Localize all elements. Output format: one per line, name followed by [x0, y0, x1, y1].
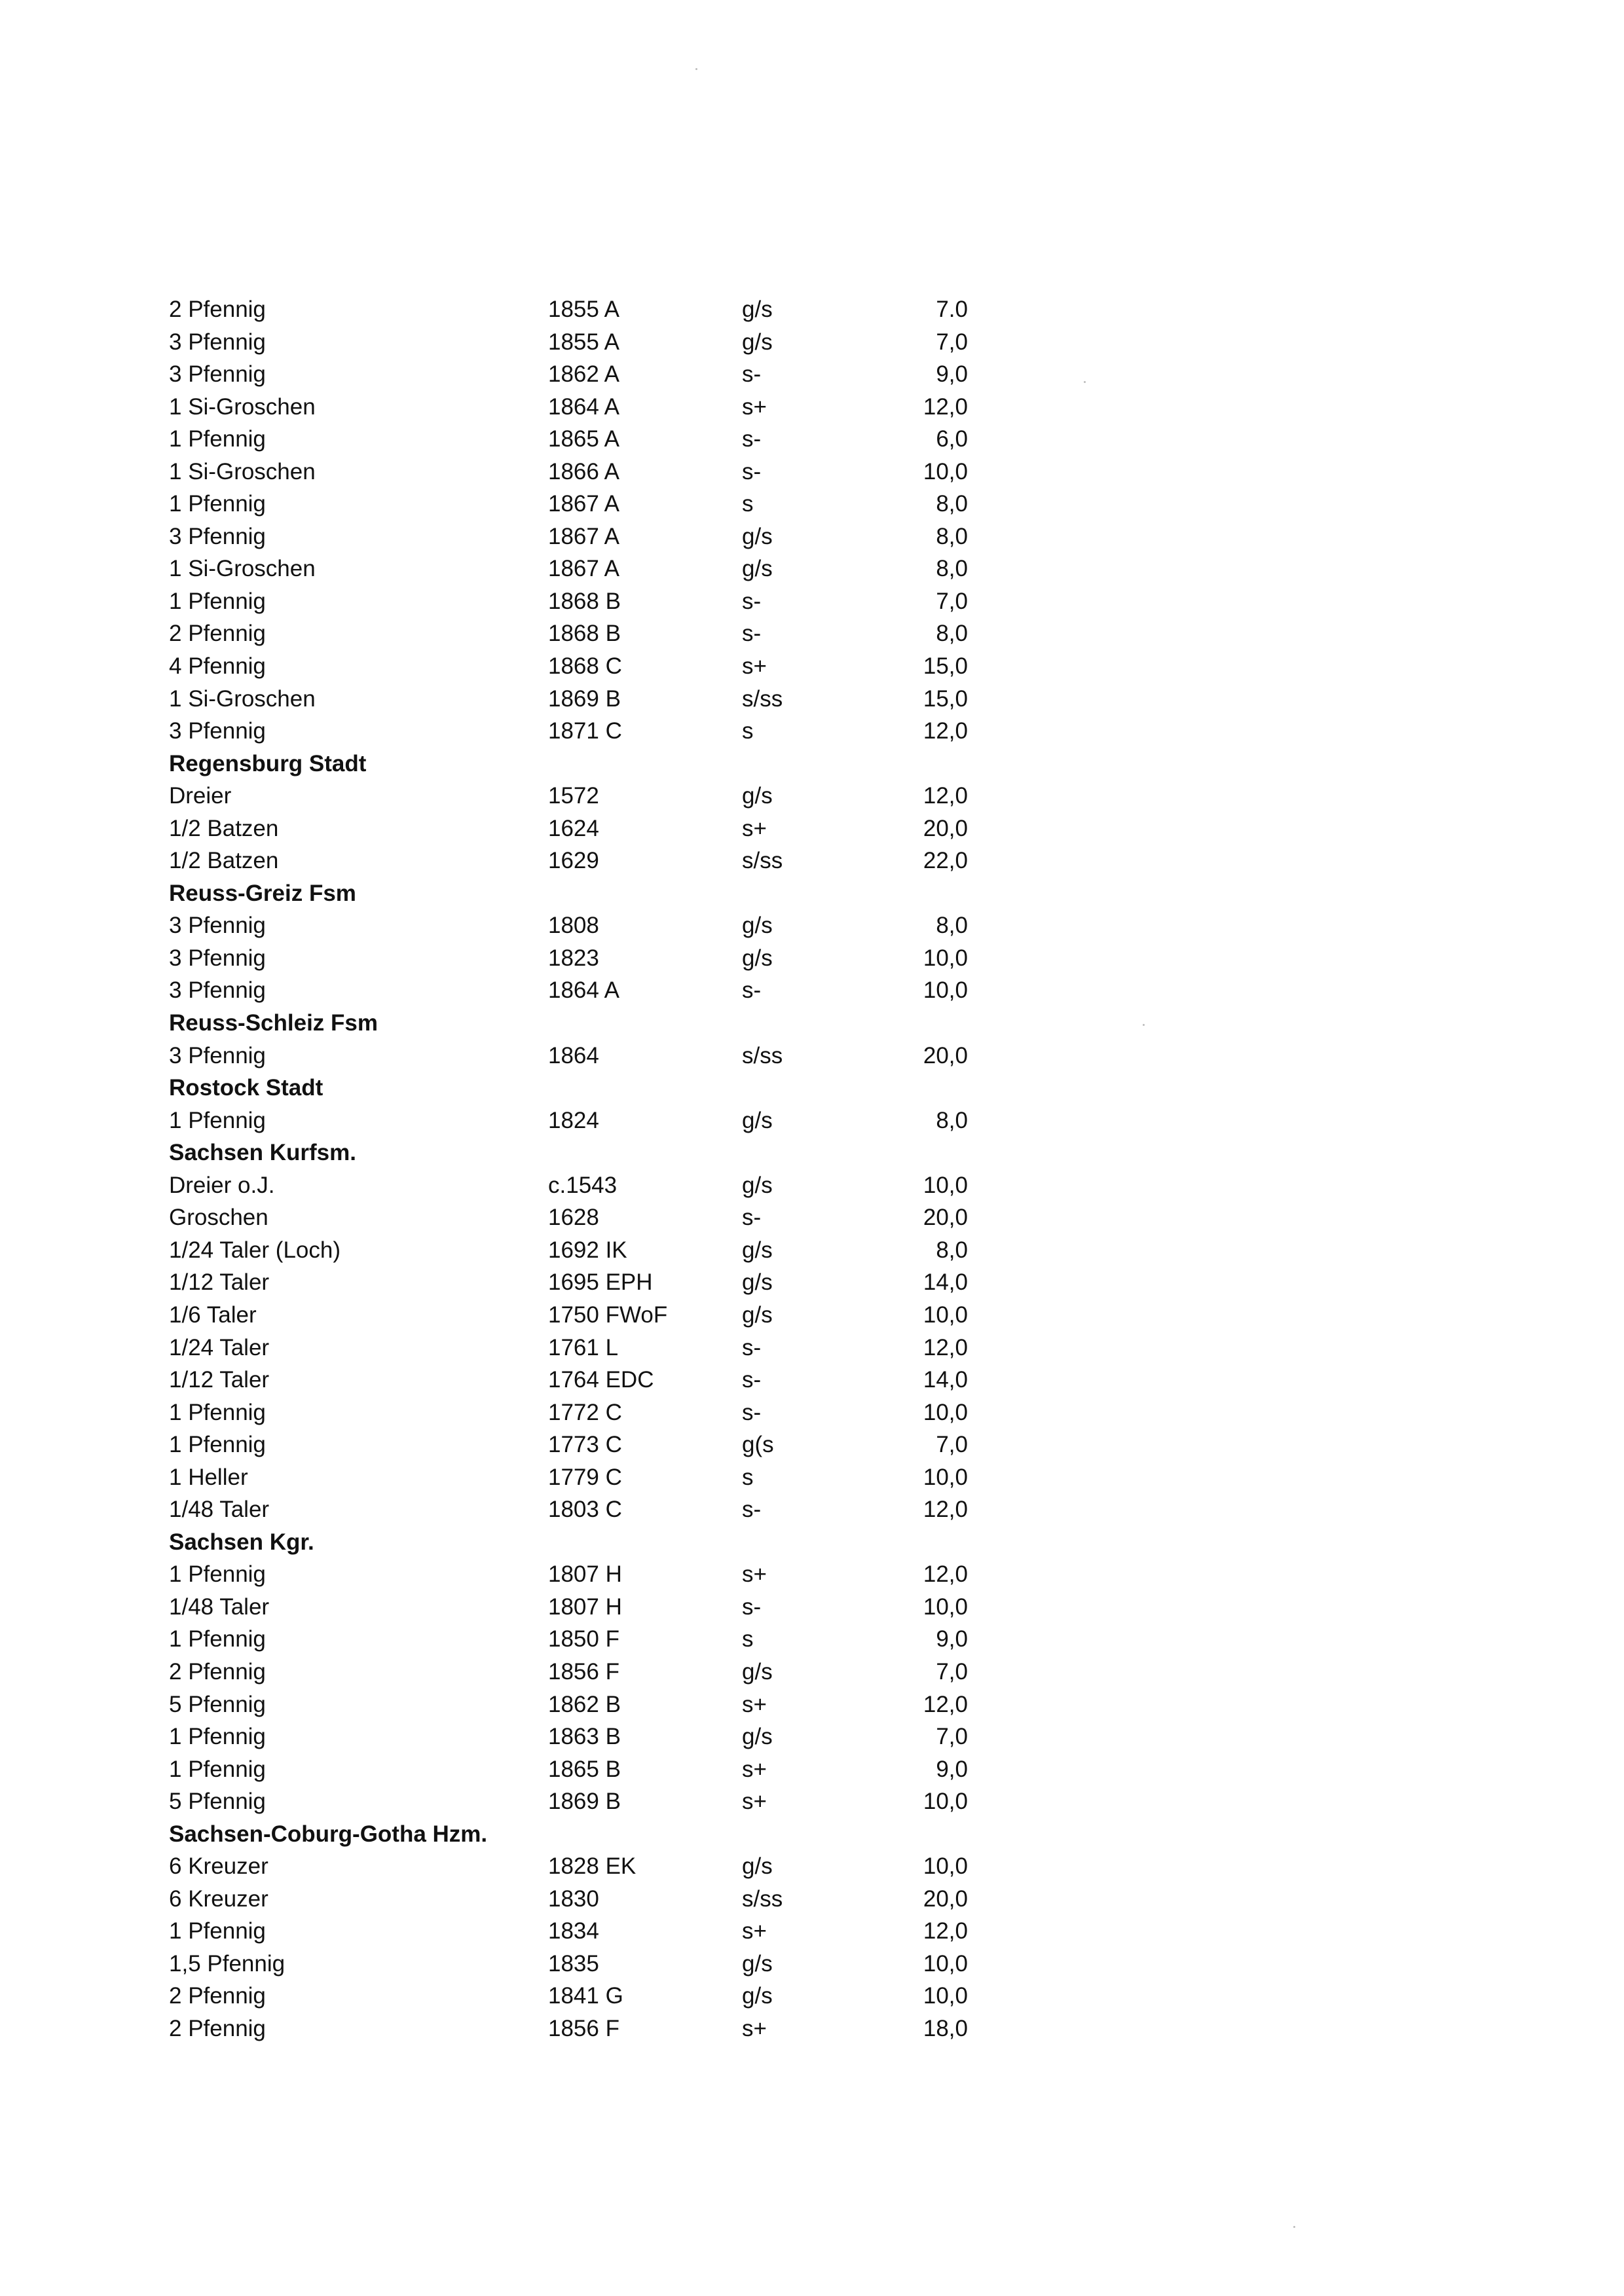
- coin-denomination: 1 Si-Groschen: [169, 556, 316, 582]
- coin-price: 18,0: [923, 2015, 968, 2041]
- coin-grade: g/s: [742, 1724, 773, 1750]
- coin-year-mint: 1764 EDC: [548, 1367, 654, 1393]
- scan-speck: [1293, 2226, 1295, 2228]
- scan-speck: [1143, 1024, 1145, 1026]
- coin-grade: s-: [742, 426, 762, 452]
- coin-year-mint: 1692 IK: [548, 1237, 627, 1263]
- coin-year-mint: 1867 A: [548, 491, 619, 517]
- table-row: [169, 1721, 1020, 1753]
- coin-year-mint: 1868 B: [548, 621, 621, 647]
- coin-denomination: 1/24 Taler: [169, 1334, 270, 1360]
- coin-price-list: [169, 293, 1020, 2045]
- coin-year-mint: 1841 G: [548, 1983, 623, 2009]
- coin-grade: s+: [742, 1789, 767, 1815]
- coin-grade: s-: [742, 1497, 762, 1523]
- coin-price: 20,0: [923, 1205, 968, 1231]
- section-title: Sachsen-Coburg-Gotha Hzm.: [169, 1821, 488, 1847]
- coin-year-mint: 1628: [548, 1205, 599, 1231]
- coin-denomination: 1 Heller: [169, 1464, 248, 1490]
- coin-price: 10,0: [923, 1302, 968, 1328]
- coin-price: 7,0: [936, 588, 968, 614]
- coin-year-mint: 1862 B: [548, 1691, 621, 1717]
- coin-year-mint: 1866 A: [548, 458, 619, 484]
- table-row: [169, 1299, 1020, 1332]
- coin-grade: s+: [742, 393, 767, 420]
- table-row: [169, 715, 1020, 748]
- coin-denomination: 1/6 Taler: [169, 1302, 257, 1328]
- coin-denomination: 2 Pfennig: [169, 297, 266, 322]
- coin-price: 12,0: [923, 783, 968, 809]
- coin-denomination: 6 Kreuzer: [169, 1853, 268, 1880]
- coin-price: 10,0: [923, 1172, 968, 1198]
- table-row: [169, 1169, 1020, 1202]
- coin-year-mint: 1865 A: [548, 426, 619, 452]
- table-row: [169, 1396, 1020, 1429]
- coin-price: 10,0: [923, 945, 968, 971]
- coin-denomination: 3 Pfennig: [169, 523, 266, 549]
- coin-denomination: 1/48 Taler: [169, 1497, 270, 1523]
- coin-grade: s+: [742, 1691, 767, 1717]
- coin-grade: g/s: [742, 1302, 773, 1328]
- table-row: [169, 423, 1020, 456]
- section-heading: [169, 1072, 1020, 1104]
- coin-price: 7.0: [936, 297, 968, 322]
- coin-denomination: 3 Pfennig: [169, 361, 266, 388]
- coin-year-mint: c.1543: [548, 1172, 618, 1198]
- coin-grade: g(s: [742, 1432, 774, 1458]
- coin-year-mint: 1869 B: [548, 1789, 621, 1815]
- table-row: [169, 845, 1020, 877]
- section-heading: [169, 1818, 1020, 1851]
- coin-grade: s: [742, 491, 754, 517]
- coin-grade: g/s: [742, 783, 773, 809]
- coin-year-mint: 1856 F: [548, 2015, 619, 2041]
- table-row: [169, 1332, 1020, 1364]
- coin-grade: g/s: [742, 913, 773, 939]
- coin-year-mint: 1761 L: [548, 1334, 619, 1360]
- coin-year-mint: 1869 B: [548, 685, 621, 712]
- coin-denomination: 3 Pfennig: [169, 945, 266, 971]
- coin-denomination: 1/48 Taler: [169, 1594, 270, 1620]
- table-row: [169, 293, 1020, 326]
- coin-denomination: 6 Kreuzer: [169, 1886, 268, 1912]
- coin-price: 12,0: [923, 718, 968, 744]
- section-title: Reuss-Schleiz Fsm: [169, 1010, 378, 1036]
- coin-grade: g/s: [742, 1983, 773, 2009]
- table-row: [169, 553, 1020, 585]
- coin-year-mint: 1629: [548, 848, 599, 874]
- table-row: [169, 1266, 1020, 1299]
- table-row: [169, 1850, 1020, 1883]
- table-row: [169, 488, 1020, 520]
- coin-grade: s+: [742, 653, 767, 680]
- coin-year-mint: 1856 F: [548, 1658, 619, 1685]
- table-row: [169, 974, 1020, 1007]
- coin-year-mint: 1864 A: [548, 977, 619, 1004]
- coin-denomination: 1 Pfennig: [169, 588, 266, 614]
- coin-denomination: 1 Pfennig: [169, 1561, 266, 1588]
- table-row: [169, 1688, 1020, 1721]
- coin-year-mint: 1864 A: [548, 393, 619, 420]
- table-row: [169, 391, 1020, 424]
- coin-grade: s-: [742, 1594, 762, 1620]
- table-row: [169, 1980, 1020, 2013]
- coin-grade: g/s: [742, 1950, 773, 1977]
- coin-denomination: 1 Si-Groschen: [169, 685, 316, 712]
- coin-price: 8,0: [936, 556, 968, 582]
- coin-denomination: 1 Pfennig: [169, 1626, 266, 1652]
- coin-year-mint: 1862 A: [548, 361, 619, 388]
- table-row: [169, 1461, 1020, 1494]
- coin-year-mint: 1871 C: [548, 718, 622, 744]
- coin-grade: s-: [742, 361, 762, 388]
- table-row: [169, 1364, 1020, 1396]
- coin-price: 8,0: [936, 1107, 968, 1133]
- section-title: Rostock Stadt: [169, 1075, 323, 1101]
- coin-price: 10,0: [923, 977, 968, 1004]
- coin-denomination: 1/12 Taler: [169, 1269, 270, 1296]
- section-title: Regensburg Stadt: [169, 750, 367, 776]
- coin-grade: g/s: [742, 523, 773, 549]
- coin-year-mint: 1834: [548, 1918, 599, 1944]
- section-heading: [169, 1526, 1020, 1559]
- coin-year-mint: 1808: [548, 913, 599, 939]
- table-row: [169, 1234, 1020, 1267]
- table-row: [169, 942, 1020, 975]
- coin-grade: g/s: [742, 945, 773, 971]
- coin-grade: g/s: [742, 329, 773, 355]
- coin-price: 8,0: [936, 491, 968, 517]
- coin-price: 7,0: [936, 1724, 968, 1750]
- coin-price: 10,0: [923, 1464, 968, 1490]
- table-row: [169, 585, 1020, 618]
- table-row: [169, 1948, 1020, 1980]
- coin-year-mint: 1772 C: [548, 1399, 622, 1425]
- coin-denomination: 1 Pfennig: [169, 491, 266, 517]
- coin-denomination: 1 Pfennig: [169, 1399, 266, 1425]
- table-row: [169, 1623, 1020, 1656]
- coin-price: 8,0: [936, 1237, 968, 1263]
- coin-denomination: 1 Pfennig: [169, 1918, 266, 1944]
- coin-grade: g/s: [742, 1853, 773, 1880]
- coin-year-mint: 1830: [548, 1886, 599, 1912]
- coin-grade: s-: [742, 1334, 762, 1360]
- coin-denomination: 1 Pfennig: [169, 1756, 266, 1782]
- coin-price: 12,0: [923, 1691, 968, 1717]
- table-row: [169, 1429, 1020, 1461]
- coin-denomination: 3 Pfennig: [169, 1042, 266, 1068]
- coin-year-mint: 1803 C: [548, 1497, 622, 1523]
- table-row: [169, 1493, 1020, 1526]
- coin-denomination: 1/12 Taler: [169, 1367, 270, 1393]
- coin-grade: g/s: [742, 297, 773, 322]
- coin-grade: s+: [742, 815, 767, 841]
- coin-grade: s-: [742, 621, 762, 647]
- table-row: [169, 1201, 1020, 1234]
- coin-price: 15,0: [923, 685, 968, 712]
- section-title: Sachsen Kurfsm.: [169, 1140, 356, 1166]
- table-row: [169, 1656, 1020, 1688]
- coin-denomination: 3 Pfennig: [169, 329, 266, 355]
- coin-denomination: 1 Pfennig: [169, 426, 266, 452]
- coin-grade: g/s: [742, 1237, 773, 1263]
- coin-price: 10,0: [923, 458, 968, 484]
- coin-year-mint: 1855 A: [548, 297, 619, 322]
- coin-grade: s+: [742, 1756, 767, 1782]
- coin-denomination: 3 Pfennig: [169, 718, 266, 744]
- table-row: [169, 1558, 1020, 1591]
- coin-price: 20,0: [923, 1886, 968, 1912]
- coin-year-mint: 1695 EPH: [548, 1269, 653, 1296]
- coin-grade: g/s: [742, 1172, 773, 1198]
- coin-year-mint: 1865 B: [548, 1756, 621, 1782]
- coin-denomination: 1 Pfennig: [169, 1432, 266, 1458]
- coin-price: 7,0: [936, 1432, 968, 1458]
- coin-grade: s-: [742, 1399, 762, 1425]
- section-heading: [169, 1007, 1020, 1040]
- coin-year-mint: 1828 EK: [548, 1853, 637, 1880]
- coin-price: 8,0: [936, 913, 968, 939]
- table-row: [169, 1104, 1020, 1137]
- coin-denomination: Dreier o.J.: [169, 1172, 275, 1198]
- table-row: [169, 1883, 1020, 1916]
- coin-year-mint: 1624: [548, 815, 599, 841]
- coin-year-mint: 1779 C: [548, 1464, 622, 1490]
- coin-price: 12,0: [923, 1918, 968, 1944]
- table-row: [169, 358, 1020, 391]
- coin-grade: s/ss: [742, 1886, 783, 1912]
- coin-grade: s/ss: [742, 848, 783, 874]
- coin-denomination: 1,5 Pfennig: [169, 1950, 286, 1977]
- coin-grade: s+: [742, 1561, 767, 1588]
- coin-price: 8,0: [936, 621, 968, 647]
- coin-price: 8,0: [936, 523, 968, 549]
- table-row: [169, 780, 1020, 812]
- coin-denomination: 1/2 Batzen: [169, 848, 279, 874]
- coin-grade: g/s: [742, 1658, 773, 1685]
- table-row: [169, 909, 1020, 942]
- table-row: [169, 520, 1020, 553]
- coin-price: 10,0: [923, 1853, 968, 1880]
- coin-grade: s-: [742, 1367, 762, 1393]
- table-row: [169, 1785, 1020, 1818]
- coin-denomination: 1 Si-Groschen: [169, 393, 316, 420]
- scan-speck: [1084, 381, 1086, 383]
- coin-price: 15,0: [923, 653, 968, 680]
- coin-denomination: 1/2 Batzen: [169, 815, 279, 841]
- coin-denomination: 1 Pfennig: [169, 1724, 266, 1750]
- coin-year-mint: 1835: [548, 1950, 599, 1977]
- coin-price: 10,0: [923, 1594, 968, 1620]
- section-heading: [169, 748, 1020, 780]
- coin-denomination: 2 Pfennig: [169, 1658, 266, 1685]
- coin-year-mint: 1807 H: [548, 1561, 622, 1588]
- table-row: [169, 2013, 1020, 2045]
- table-row: [169, 1915, 1020, 1948]
- coin-year-mint: 1773 C: [548, 1432, 622, 1458]
- coin-price: 20,0: [923, 1042, 968, 1068]
- coin-year-mint: 1855 A: [548, 329, 619, 355]
- coin-year-mint: 1868 B: [548, 588, 621, 614]
- coin-year-mint: 1572: [548, 783, 599, 809]
- coin-price: 10,0: [923, 1950, 968, 1977]
- coin-price: 10,0: [923, 1399, 968, 1425]
- coin-grade: g/s: [742, 1107, 773, 1133]
- coin-year-mint: 1750 FWoF: [548, 1302, 668, 1328]
- table-row: [169, 617, 1020, 650]
- coin-year-mint: 1863 B: [548, 1724, 621, 1750]
- coin-grade: s-: [742, 588, 762, 614]
- coin-grade: s/ss: [742, 685, 783, 712]
- coin-grade: g/s: [742, 556, 773, 582]
- section-heading: [169, 1137, 1020, 1169]
- section-title: Sachsen Kgr.: [169, 1529, 314, 1555]
- coin-denomination: 5 Pfennig: [169, 1691, 266, 1717]
- coin-year-mint: 1864: [548, 1042, 599, 1068]
- coin-year-mint: 1867 A: [548, 556, 619, 582]
- coin-denomination: 2 Pfennig: [169, 1983, 266, 2009]
- coin-grade: s+: [742, 1918, 767, 1944]
- table-row: [169, 326, 1020, 359]
- coin-denomination: Dreier: [169, 783, 232, 809]
- table-row: [169, 1591, 1020, 1624]
- coin-price: 10,0: [923, 1983, 968, 2009]
- coin-grade: s: [742, 1626, 754, 1652]
- coin-denomination: 2 Pfennig: [169, 2015, 266, 2041]
- coin-price: 9,0: [936, 1626, 968, 1652]
- coin-grade: s: [742, 718, 754, 744]
- coin-price: 12,0: [923, 393, 968, 420]
- coin-year-mint: 1824: [548, 1107, 599, 1133]
- coin-price: 20,0: [923, 815, 968, 841]
- coin-year-mint: 1823: [548, 945, 599, 971]
- coin-denomination: 3 Pfennig: [169, 977, 266, 1004]
- coin-price: 9,0: [936, 1756, 968, 1782]
- table-row: [169, 456, 1020, 488]
- table-row: [169, 1040, 1020, 1072]
- coin-grade: s-: [742, 977, 762, 1004]
- coin-grade: s: [742, 1464, 754, 1490]
- coin-denomination: 3 Pfennig: [169, 913, 266, 939]
- coin-price: 14,0: [923, 1269, 968, 1296]
- coin-year-mint: 1850 F: [548, 1626, 619, 1652]
- section-heading: [169, 877, 1020, 910]
- coin-denomination: 1/24 Taler (Loch): [169, 1237, 341, 1263]
- coin-price: 12,0: [923, 1561, 968, 1588]
- coin-price: 9,0: [936, 361, 968, 388]
- coin-denomination: 5 Pfennig: [169, 1789, 266, 1815]
- coin-price: 14,0: [923, 1367, 968, 1393]
- coin-denomination: Groschen: [169, 1205, 268, 1231]
- table-row: [169, 812, 1020, 845]
- coin-denomination: 4 Pfennig: [169, 653, 266, 680]
- table-row: [169, 650, 1020, 683]
- coin-price: 22,0: [923, 848, 968, 874]
- coin-price: 7,0: [936, 329, 968, 355]
- table-row: [169, 683, 1020, 716]
- coin-price: 12,0: [923, 1334, 968, 1360]
- coin-grade: s-: [742, 1205, 762, 1231]
- coin-grade: s-: [742, 458, 762, 484]
- coin-grade: g/s: [742, 1269, 773, 1296]
- coin-price: 6,0: [936, 426, 968, 452]
- table-row: [169, 1753, 1020, 1786]
- coin-year-mint: 1807 H: [548, 1594, 622, 1620]
- scan-speck: [695, 68, 697, 70]
- coin-grade: s+: [742, 2015, 767, 2041]
- coin-price: 10,0: [923, 1789, 968, 1815]
- coin-price: 12,0: [923, 1497, 968, 1523]
- coin-year-mint: 1868 C: [548, 653, 622, 680]
- coin-denomination: 2 Pfennig: [169, 621, 266, 647]
- coin-grade: s/ss: [742, 1042, 783, 1068]
- coin-denomination: 1 Pfennig: [169, 1107, 266, 1133]
- section-title: Reuss-Greiz Fsm: [169, 880, 356, 906]
- coin-price: 7,0: [936, 1658, 968, 1685]
- coin-denomination: 1 Si-Groschen: [169, 458, 316, 484]
- coin-year-mint: 1867 A: [548, 523, 619, 549]
